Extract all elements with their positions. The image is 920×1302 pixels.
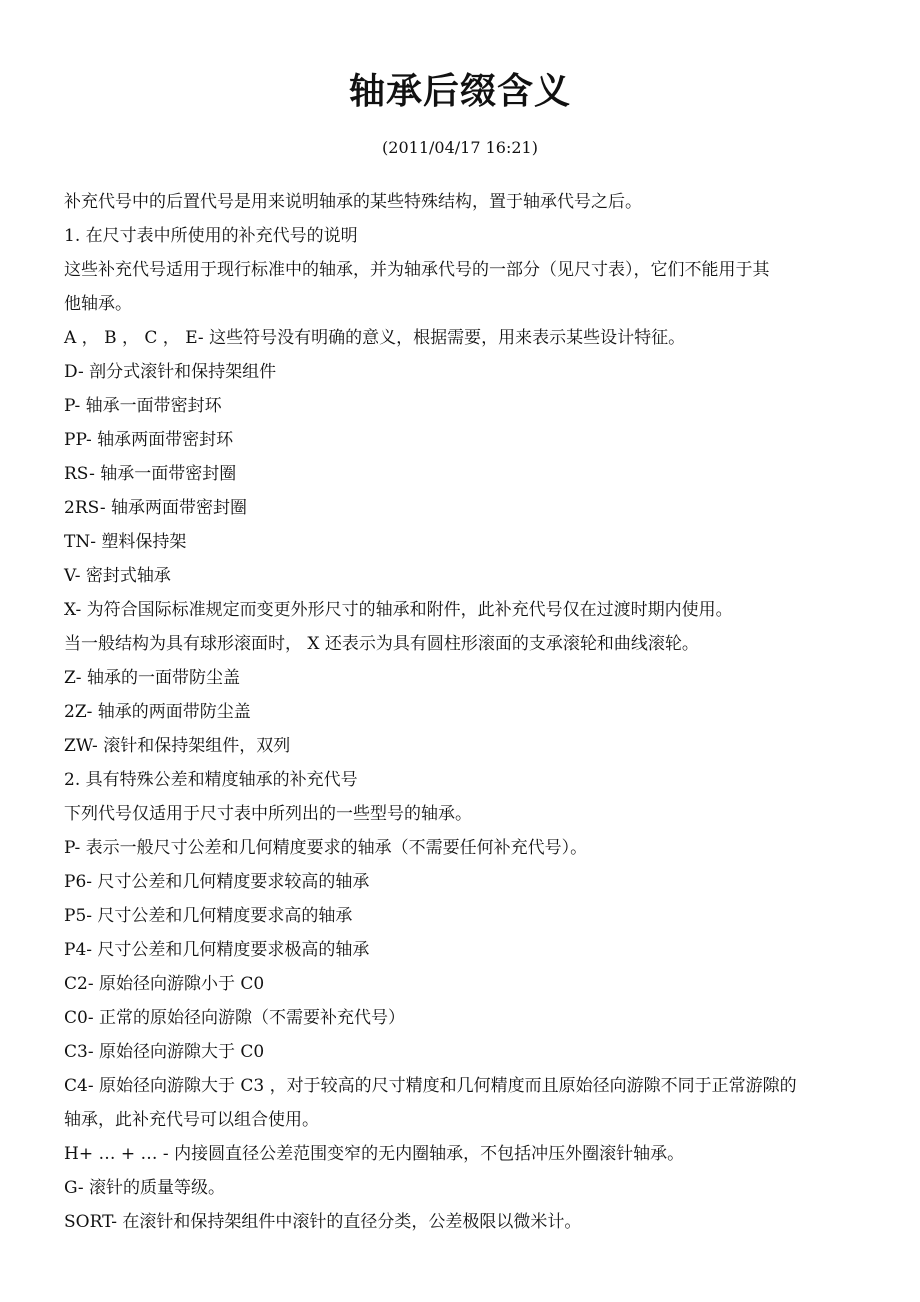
body-paragraph: P4- 尺寸公差和几何精度要求极高的轴承 bbox=[64, 940, 370, 960]
body-paragraph: P- 表示一般尺寸公差和几何精度要求的轴承（不需要任何补充代号）。 bbox=[64, 838, 588, 858]
body-paragraph: 补充代号中的后置代号是用来说明轴承的某些特殊结构，置于轴承代号之后。 bbox=[64, 192, 642, 212]
body-paragraph: D- 剖分式滚针和保持架组件 bbox=[64, 362, 277, 382]
body-paragraph: SORT- 在滚针和保持架组件中滚针的直径分类，公差极限以微米计。 bbox=[64, 1212, 582, 1232]
document-title: 轴承后缀含义 bbox=[348, 71, 571, 112]
document-date: (2011/04/17 16:21) bbox=[382, 138, 538, 157]
body-paragraph: G- 滚针的质量等级。 bbox=[64, 1178, 226, 1198]
body-paragraph: RS- 轴承一面带密封圈 bbox=[64, 464, 237, 484]
body-paragraph: P5- 尺寸公差和几何精度要求高的轴承 bbox=[64, 906, 353, 926]
body-paragraph: TN- 塑料保持架 bbox=[64, 532, 187, 552]
body-paragraph: X- 为符合国际标准规定而变更外形尺寸的轴承和附件，此补充代号仅在过渡时期内使用。 bbox=[64, 600, 733, 620]
body-paragraph: P- 轴承一面带密封环 bbox=[64, 396, 222, 416]
body-paragraph: PP- 轴承两面带密封环 bbox=[64, 430, 234, 450]
body-paragraph: 2Z- 轴承的两面带防尘盖 bbox=[64, 702, 251, 722]
body-paragraph: 2RS- 轴承两面带密封圈 bbox=[64, 498, 248, 518]
body-paragraph: H+ … + … - 内接圆直径公差范围变窄的无内圈轴承，不包括冲压外圈滚针轴承。 bbox=[64, 1144, 685, 1164]
body-paragraph: A ， B ， C ， E- 这些符号没有明确的意义，根据需要，用来表示某些设计特征。 bbox=[64, 328, 686, 348]
body-paragraph: C0- 正常的原始径向游隙（不需要补充代号） bbox=[64, 1008, 405, 1028]
body-paragraph: Z- 轴承的一面带防尘盖 bbox=[64, 668, 240, 688]
body-paragraph: V- 密封式轴承 bbox=[64, 566, 171, 586]
body-paragraph: 2. 具有特殊公差和精度轴承的补充代号 bbox=[64, 770, 358, 790]
body-paragraph: C4- 原始径向游隙大于 C3 ，对于较高的尺寸精度和几何精度而且原始径向游隙不同于正常游隙的 bbox=[64, 1076, 797, 1096]
body-paragraph: ZW- 滚针和保持架组件，双列 bbox=[64, 736, 291, 756]
body-paragraph: 这些补充代号适用于现行标准中的轴承，并为轴承代号的一部分（见尺寸表），它们不能用于其 bbox=[64, 260, 770, 280]
body-paragraph: C3- 原始径向游隙大于 C0 bbox=[64, 1042, 265, 1062]
body-paragraph: 1. 在尺寸表中所使用的补充代号的说明 bbox=[64, 226, 358, 246]
body-paragraph: 他轴承。 bbox=[64, 294, 132, 314]
body-paragraph: 轴承，此补充代号可以组合使用。 bbox=[64, 1110, 319, 1130]
body-paragraph: 下列代号仅适用于尺寸表中所列出的一些型号的轴承。 bbox=[64, 804, 472, 824]
body-paragraph: P6- 尺寸公差和几何精度要求较高的轴承 bbox=[64, 872, 370, 892]
body-paragraph: 当一般结构为具有球形滚面时， X 还表示为具有圆柱形滚面的支承滚轮和曲线滚轮。 bbox=[64, 634, 699, 654]
document-body bbox=[64, 185, 864, 1239]
body-paragraph: C2- 原始径向游隙小于 C0 bbox=[64, 974, 265, 994]
